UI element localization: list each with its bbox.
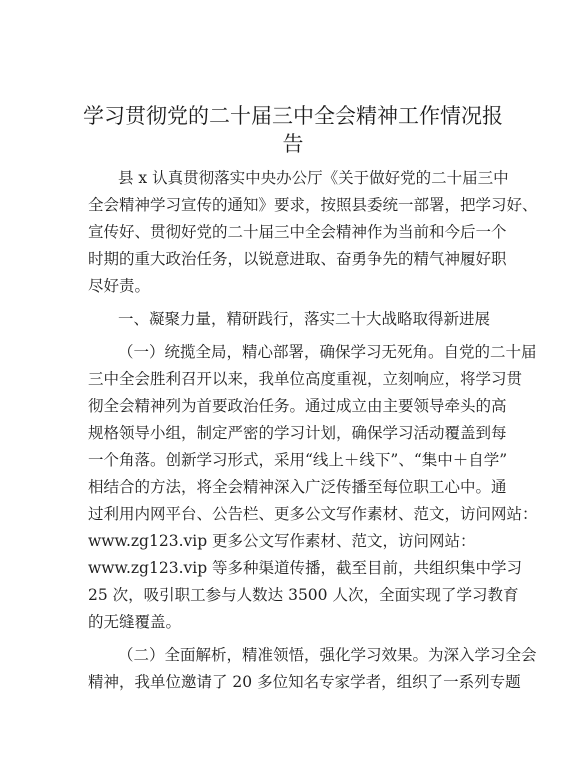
- paragraph-line: 宣传好、贯彻好党的二十届三中全会精神作为当前和今后一个: [88, 223, 507, 241]
- paragraph-line: 精神，我单位邀请了 20 多位知名专家学者，组织了一系列专题: [88, 673, 521, 691]
- paragraph-line: 25 次，吸引职工参与人数达 3500 人次，全面实现了学习教育: [88, 586, 519, 604]
- paragraph-line: www.zg123.vip 等多种渠道传播，截至目前，共组织集中学习: [88, 559, 523, 577]
- paragraph-line: 尽好责。: [88, 277, 151, 295]
- paragraph-line: 一个角落。创新学习形式，采用“线上＋线下”、“集中＋自学”: [88, 451, 508, 469]
- paragraph-line: 相结合的方法，将全会精神深入广泛传播至每位职工心中。通: [88, 478, 507, 496]
- section-heading: 一、凝聚力量，精研践行，落实二十大战略取得新进展: [118, 310, 491, 328]
- paragraph-line: 全会精神学习宣传的通知》要求，按照县委统一部署，把学习好、: [88, 196, 538, 214]
- paragraph-line: 时期的重大政治任务，以锐意进取、奋勇争先的精气神履好职: [88, 250, 507, 268]
- document-title-line-2: 告: [282, 132, 304, 156]
- paragraph-line: 规格领导小组，制定严密的学习计划，确保学习活动覆盖到每: [88, 424, 507, 442]
- paragraph-line: （二）全面解析，精准领悟，强化学习效果。为深入学习全会: [118, 646, 537, 664]
- paragraph-line: 三中全会胜利召开以来，我单位高度重视，立刻响应，将学习贯: [88, 370, 523, 388]
- paragraph-line: 县 x 认真贯彻落实中央办公厅《关于做好党的二十届三中: [118, 169, 509, 187]
- document-title-line-1: 学习贯彻党的二十届三中全会精神工作情况报: [83, 104, 503, 128]
- paragraph-line: 彻全会精神列为首要政治任务。通过成立由主要领导牵头的高: [88, 397, 507, 415]
- paragraph-line: 的无缝覆盖。: [88, 613, 182, 631]
- paragraph-line: （一）统揽全局，精心部署，确保学习无死角。自党的二十届: [118, 343, 537, 361]
- paragraph-line: 过利用内网平台、公告栏、更多公文写作素材、范文，访问网站：: [88, 505, 538, 523]
- paragraph-line: www.zg123.vip 更多公文写作素材、范文，访问网站：: [88, 532, 476, 550]
